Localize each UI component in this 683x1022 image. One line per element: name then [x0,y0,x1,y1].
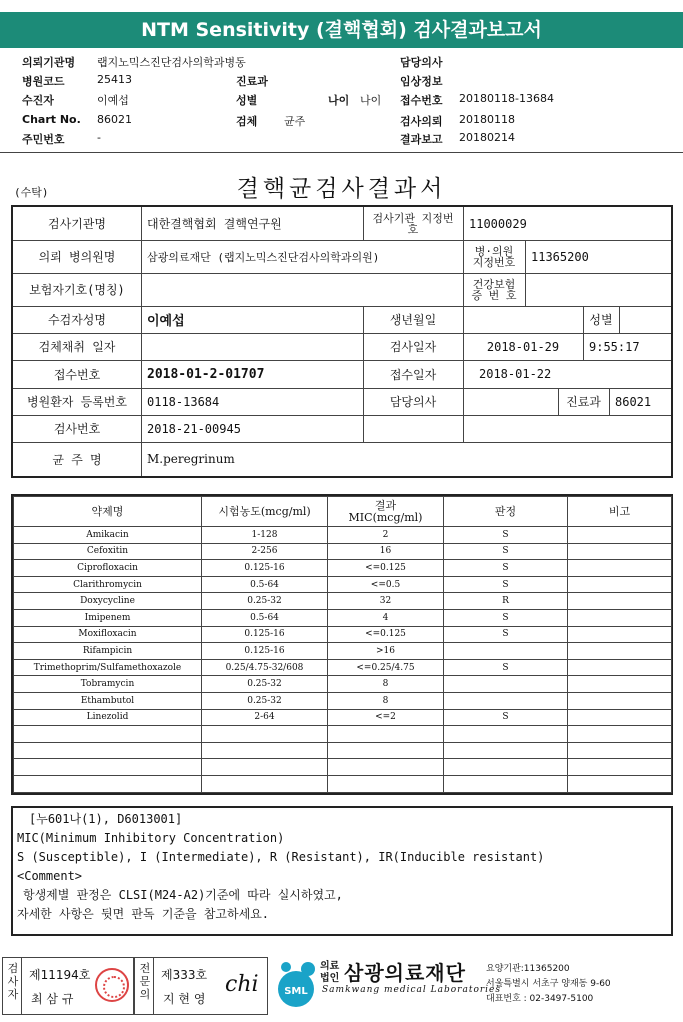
report-value: 20180214 [459,131,515,144]
mic-cell-col-range: 0.5-64 [202,576,328,593]
lab-no-label: 검사기관 지정번호 [372,211,454,236]
patient-label: 수진자 [22,94,54,107]
dob-value [463,306,583,333]
mic-cell-col-drug [14,759,202,776]
mic-cell-col-interp: S [444,560,568,577]
logo-badge-text: SML [284,986,308,997]
table-row [14,659,672,676]
table-row [14,775,672,792]
mic-cell-col-mic [328,775,444,792]
specimen-label: 검체 [236,115,258,128]
mic-cell-col-drug [14,726,202,743]
document-title: 결핵균검사결과서 [236,176,447,202]
reg-no-label: 병원환자 등록번호 [27,395,127,409]
receipt-label: 접수번호 [400,94,443,107]
mic-cell-col-remark [568,593,672,610]
mic-cell-col-range: 0.125-16 [202,560,328,577]
mic-cell-col-remark [568,775,672,792]
age-label: 나이 [328,94,350,107]
org-code: 요양기관:11365200 [486,964,570,974]
lab-name-label: 검사기관명 [48,217,106,231]
mic-cell-col-interp: S [444,543,568,560]
comment-label: <Comment> [17,869,83,883]
collect-value [141,333,363,360]
org-address: 서울특별시 서초구 양재동 9-60 [486,979,611,989]
chart-value: 86021 [97,113,132,126]
subject-label: 수검자성명 [48,313,106,327]
patient-value: 이예섭 [97,94,129,107]
table-row [14,726,672,743]
notes-code: [누601나(1), D6013001] [29,812,183,826]
subject-value: 이예섭 [147,314,185,329]
test-date-label: 검사일자 [389,340,437,354]
mic-cell-col-range: 0.25-32 [202,676,328,693]
insurer-value [141,273,463,306]
report-label: 결과보고 [400,133,443,146]
mic-cell-col-drug: Cefoxitin [14,543,202,560]
table-row [14,576,672,593]
consignment-stamp: (수탁) [14,186,49,199]
specialist-license: 제333호 [161,968,208,982]
mic-cell-col-remark [568,726,672,743]
table-row [14,709,672,726]
mic-header-col-remark: 비고 [568,497,672,527]
hospital-code-label: 병원코드 [22,75,65,88]
examiner-box [2,957,134,1015]
report-footer [2,955,681,1017]
institution-label: 의뢰기관명 [22,56,76,69]
mic-cell-col-interp: S [444,527,568,544]
mic-cell-col-mic: 4 [328,609,444,626]
clinic-value: 86021 [615,394,652,409]
request-value: 20180118 [459,113,515,126]
mic-cell-col-interp [444,775,568,792]
mic-cell-col-range [202,742,328,759]
mic-cell-col-drug [14,775,202,792]
comment-line-2: 자세한 사항은 뒷면 판독 기준을 참고하세요. [17,907,270,921]
mic-cell-col-interp [444,643,568,660]
specialist-name: 지 현 영 [163,992,206,1006]
mic-cell-col-range: 0.25-32 [202,593,328,610]
org-type: 의료법인 [320,961,340,984]
mic-table-body [14,527,672,793]
mic-cell-col-mic: <=2 [328,709,444,726]
mic-cell-col-mic: <=0.25/4.75 [328,659,444,676]
table-row [14,593,672,610]
mic-cell-col-interp: S [444,626,568,643]
mic-cell-col-remark [568,543,672,560]
mic-cell-col-range: 2-256 [202,543,328,560]
mic-cell-col-mic: 8 [328,676,444,693]
clinical-label: 임상정보 [400,75,443,88]
mic-cell-col-mic [328,742,444,759]
table-row [14,643,672,660]
age-value: 나이 [360,94,382,107]
examiner-label: 검사자 [7,962,19,1001]
specimen-value: 균주 [284,115,306,128]
mic-cell-col-interp: S [444,576,568,593]
test-no-label: 검사번호 [53,422,101,436]
mic-header-col-range: 시험농도(mcg/ml) [202,497,328,527]
test-time-value: 9:55:17 [589,339,640,354]
examiner-license: 제11194호 [29,968,91,982]
sex-label: 성별 [236,94,258,107]
mic-cell-col-interp [444,726,568,743]
notes-box [11,806,673,936]
examiner-seal [95,968,129,1002]
mic-cell-col-mic [328,726,444,743]
org-name: 삼광의료재단 [344,961,466,985]
mic-cell-col-remark [568,692,672,709]
ref-hosp-value: 삼광의료재단 (랩지노믹스진단검사의학과의원) [147,250,380,264]
mic-cell-col-interp: S [444,709,568,726]
mic-cell-col-drug: Amikacin [14,527,202,544]
mic-cell-col-remark [568,576,672,593]
mic-cell-col-range: 1-128 [202,527,328,544]
table-row [14,676,672,693]
mic-cell-col-drug: Moxifloxacin [14,626,202,643]
table-row [14,527,672,544]
mic-cell-col-mic: <=0.5 [328,576,444,593]
mic-cell-col-drug: Linezolid [14,709,202,726]
patient-form [11,205,673,478]
table-row [14,543,672,560]
hospital-code-value: 25413 [97,73,132,86]
institution-value: 랩지노믹스진단검사의학과병동 [97,56,246,69]
mic-header-col-interp: 판정 [444,497,568,527]
specialist-box [134,957,268,1015]
ref-no-label: 병·의원 지정번호 [472,244,516,269]
receipt-value: 20180118-13684 [459,92,554,105]
mic-cell-col-mic: 8 [328,692,444,709]
org-name-en: Samkwang medical Laboratories [322,985,502,995]
mic-cell-col-drug: Doxycycline [14,593,202,610]
table-row [14,626,672,643]
mic-cell-col-drug: Clarithromycin [14,576,202,593]
examiner-divider [21,958,22,1014]
health-value [525,273,671,306]
mic-cell-col-remark [568,609,672,626]
mic-cell-col-mic: 32 [328,593,444,610]
mic-cell-col-remark [568,643,672,660]
mic-cell-col-range: 0.125-16 [202,626,328,643]
mic-cell-col-range [202,759,328,776]
mic-cell-col-drug: Trimethoprim/Sulfamethoxazole [14,659,202,676]
mic-cell-col-range: 0.25/4.75-32/608 [202,659,328,676]
specialist-divider [153,958,154,1014]
attending-value [463,388,558,415]
table-row [14,692,672,709]
mic-cell-col-interp [444,759,568,776]
lab-no-value: 11000029 [469,216,527,231]
accept-date-value: 2018-01-22 [479,367,552,381]
gender-value [619,306,671,333]
accept-no-label: 접수번호 [53,367,101,382]
mic-cell-col-remark [568,759,672,776]
clinic-label: 진료과 [566,395,601,409]
organism-value: M.peregrinum [147,452,235,466]
test-no-value: 2018-21-00945 [147,421,241,436]
mic-cell-col-interp [444,742,568,759]
table-row [14,759,672,776]
mic-header-col-drug: 약제명 [14,497,202,527]
table-row [14,560,672,577]
mic-cell-col-remark [568,527,672,544]
table-row [14,742,672,759]
dob-label: 생년월일 [389,313,437,327]
insurer-label: 보험자기호(명칭) [29,283,125,297]
mic-cell-col-remark [568,676,672,693]
mic-cell-col-range [202,775,328,792]
mic-table-header [14,497,672,527]
mic-cell-col-range: 0.5-64 [202,609,328,626]
lab-name-value: 대한결핵협회 결핵연구원 [147,217,282,231]
org-phone: 대표번호 : 02-3497-5100 [486,994,594,1004]
dept-label: 진료과 [236,75,268,88]
mic-cell-col-mic: 2 [328,527,444,544]
health-label: 건강보험 증 번 호 [471,277,517,302]
reg-no-value: 0118-13684 [147,394,220,409]
mic-cell-col-remark [568,709,672,726]
collect-label: 검체채취 일자 [38,340,116,354]
mic-cell-col-remark [568,742,672,759]
mic-cell-col-mic [328,759,444,776]
mic-cell-col-interp [444,692,568,709]
accept-no-value: 2018-01-2-01707 [147,366,265,382]
test-date-value: 2018-01-29 [486,339,560,354]
mic-cell-col-interp: R [444,593,568,610]
gender-label: 성별 [589,313,613,327]
id-value: - [97,131,101,144]
mic-cell-col-mic: <=0.125 [328,626,444,643]
mic-cell-col-interp [444,676,568,693]
mic-definition: MIC(Minimum Inhibitory Concentration) [17,831,285,845]
header-divider [0,152,683,153]
id-label: 주민번호 [22,133,65,146]
accept-date-label: 접수일자 [389,367,437,382]
mic-cell-col-drug: Ciprofloxacin [14,560,202,577]
attending-label: 담당의사 [389,395,437,409]
mic-cell-col-drug [14,742,202,759]
interpretation-legend: S (Susceptible), I (Intermediate), R (Resistant), IR(Inducible resistant) [17,850,545,864]
request-label: 검사의뢰 [400,115,443,128]
ref-hosp-label: 의뢰 병의원명 [38,250,116,264]
mic-cell-col-range: 0.125-16 [202,643,328,660]
comment-line-1: 항생제별 판정은 CLSI(M24-A2)기준에 따라 실시하였고, [23,888,343,902]
mic-cell-col-remark [568,626,672,643]
sml-logo-icon [272,959,320,1009]
organism-label: 균 주 명 [52,452,102,467]
mic-cell-col-range [202,726,328,743]
mic-cell-col-drug: Rifampicin [14,643,202,660]
mic-cell-col-mic: <=0.125 [328,560,444,577]
doctor-label: 담당의사 [400,56,443,69]
mic-cell-col-interp: S [444,609,568,626]
table-row [14,609,672,626]
mic-cell-col-drug: Tobramycin [14,676,202,693]
specialist-label: 전문의 [139,962,151,1001]
report-banner-title: NTM Sensitivity (결핵협회) 검사결과보고서 [0,12,683,48]
mic-header-col-mic: 결과 MIC(mcg/ml) [328,497,444,527]
mic-cell-col-range: 2-64 [202,709,328,726]
mic-cell-col-mic: 16 [328,543,444,560]
specialist-signature: chi [225,972,259,997]
chart-label: Chart No. [22,113,81,126]
mic-cell-col-interp: S [444,659,568,676]
mic-table [11,494,673,795]
mic-cell-col-range: 0.25-32 [202,692,328,709]
mic-cell-col-remark [568,659,672,676]
mic-cell-col-drug: Imipenem [14,609,202,626]
mic-cell-col-drug: Ethambutol [14,692,202,709]
mic-cell-col-mic: >16 [328,643,444,660]
mic-cell-col-remark [568,560,672,577]
examiner-name: 최 삼 규 [31,992,74,1006]
ref-no-value: 11365200 [531,249,589,264]
